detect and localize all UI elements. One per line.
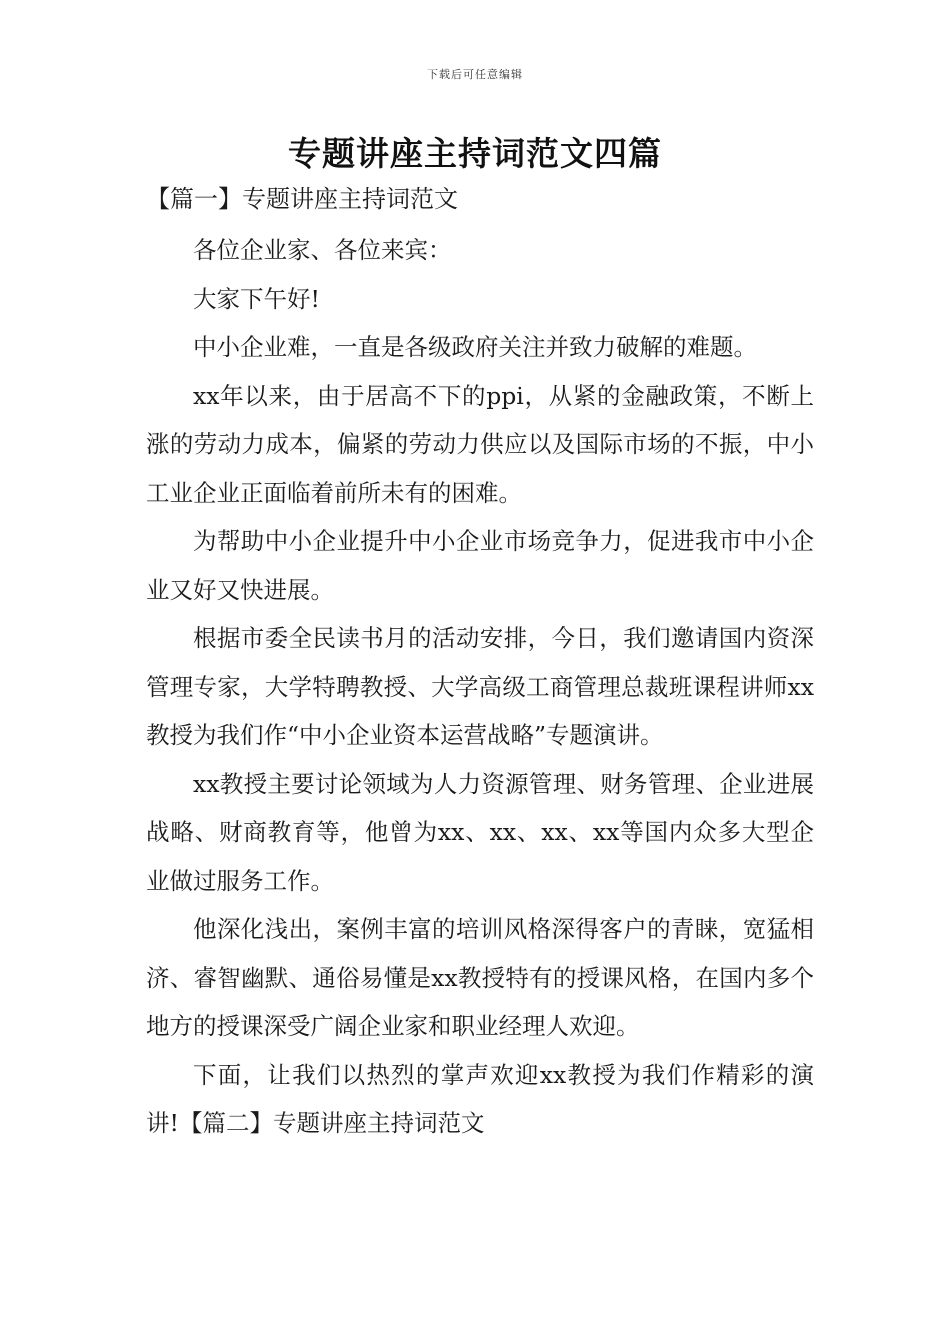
paragraph: 他深化浅出，案例丰富的培训风格深得客户的青睐，宽猛相济、睿智幽默、通俗易懂是xx教授特有的授课风格，在国内多个地方的授课深受广阔企业家和职业经理人欢迎。 [146, 915, 814, 1040]
paragraph: xx年以来，由于居高不下的ppi，从紧的金融政策，不断上涨的劳动力成本，偏紧的劳动力供应以及国际市场的不振，中小工业企业正面临着前所未有的困难。 [146, 381, 814, 507]
paragraph: xx教授主要讨论领域为人力资源管理、财务管理、企业进展战略、财商教育等，他曾为xx、xx、xx、xx等国内众多大型企业做过服务工作。 [146, 769, 814, 895]
section-heading: 【篇一】专题讲座主持词范文 [146, 185, 458, 213]
document-title: 专题讲座主持词范文四篇 [288, 134, 662, 173]
paragraph: 中小企业难，一直是各级政府关注并致力破解的难题。 [193, 333, 757, 361]
paragraph: 为帮助中小企业提升中小企业市场竞争力，促进我市中小企业又好又快进展。 [146, 527, 814, 604]
document-body [146, 226, 814, 1148]
header-note: 下载后可任意编辑 [427, 68, 523, 81]
paragraph-good-afternoon: 大家下午好! [193, 284, 320, 313]
paragraph: 根据市委全民读书月的活动安排，今日，我们邀请国内资深管理专家，大学特聘教授、大学高级工商管理总裁班课程讲师xx教授为我们作“中小企业资本运营战略”专题演讲。 [146, 624, 814, 749]
paragraph-greeting: 各位企业家、各位来宾： [193, 236, 452, 264]
paragraph-closing: 下面，让我们以热烈的掌声欢迎xx教授为我们作精彩的演讲!【篇二】专题讲座主持词范文 [146, 1060, 814, 1137]
